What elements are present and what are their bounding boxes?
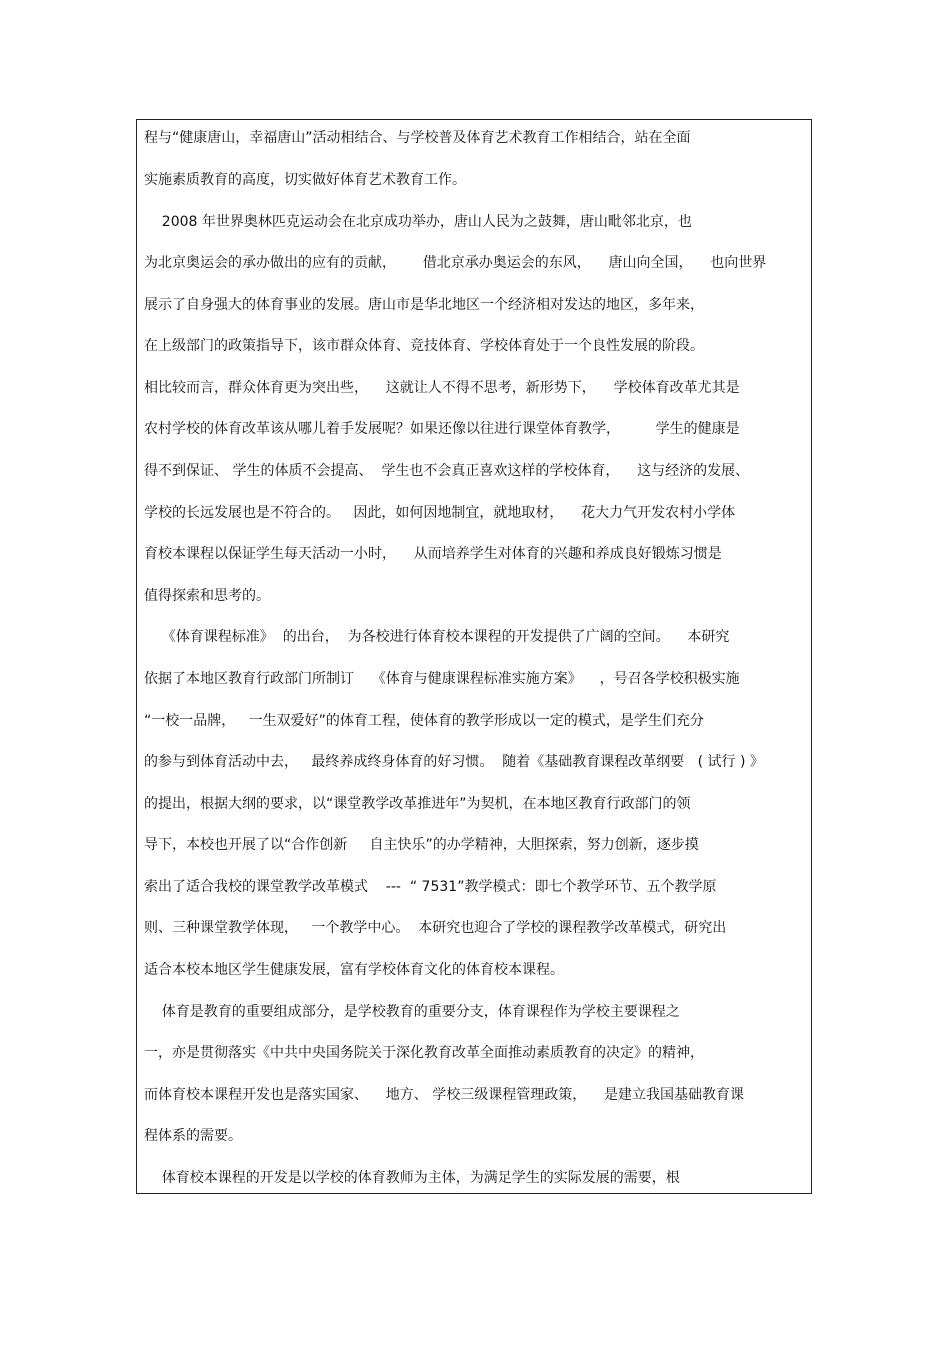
- page-frame: [136, 119, 812, 1194]
- text-line: 在上级部门的政策指导下，该市群众体育、竞技体育、学校体育处于一个良性发展的阶段。: [144, 338, 704, 354]
- text-line: 的参与到体育活动中去， 最终养成终身体育的好习惯。 随着《基础教育课程改革纲要 ( 试行 ) 》: [144, 754, 764, 770]
- text-line: 学校的长远发展也是不符合的。 因此，如何因地制宜，就地取材， 花大力气开发农村小学体: [144, 505, 736, 521]
- text-line: 一，亦是贯彻落实《中共中央国务院关于深化教育改革全面推动素质教育的决定》的精神，: [144, 1045, 704, 1061]
- text-line: 依据了本地区教育行政部门所制订 《体育与健康课程标准实施方案》 ，号召各学校积极实施: [144, 671, 740, 687]
- text-line: 为北京奥运会的承办做出的应有的贡献， 借北京承办奥运会的东风， 唐山向全国， 也向世界: [144, 255, 767, 271]
- text-line: 展示了自身强大的体育事业的发展。唐山市是华北地区一个经济相对发达的地区，多年来，: [144, 297, 704, 313]
- text-line: 实施素质教育的高度，切实做好体育艺术教育工作。: [144, 172, 466, 188]
- text-line: 体育校本课程的开发是以学校的体育教师为主体，为满足学生的实际发展的需要，根: [144, 1170, 680, 1186]
- text-line: 而体育校本课程开发也是落实国家、 地方、 学校三级课程管理政策， 是建立我国基础教育课: [144, 1087, 745, 1103]
- text-line: 适合本校本地区学生健康发展，富有学校体育文化的体育校本课程。: [144, 962, 564, 978]
- text-line: 育校本课程以保证学生每天活动一小时， 从而培养学生对体育的兴趣和养成良好锻炼习惯是: [144, 546, 722, 562]
- text-line: 值得探索和思考的。: [144, 588, 270, 604]
- text-line: 2008 年世界奥林匹克运动会在北京成功举办，唐山人民为之鼓舞，唐山毗邻北京，也: [144, 214, 692, 230]
- text-line: 的提出，根据大纲的要求，以“课堂教学改革推进年”为契机，在本地区教育行政部门的领: [144, 796, 691, 812]
- text-line: 《体育课程标准》 的出台， 为各校进行体育校本课程的开发提供了广阔的空间。 本研究: [144, 629, 730, 645]
- text-line: 程体系的需要。: [144, 1128, 242, 1144]
- text-line: 程与“健康唐山，幸福唐山”活动相结合、与学校普及体育艺术教育工作相结合，站在全面: [144, 130, 691, 146]
- text-line: 导下，本校也开展了以“合作创新 自主快乐”的办学精神，大胆探索，努力创新，逐步摸: [144, 837, 699, 853]
- text-line: 农村学校的体育改革该从哪儿着手发展呢？如果还像以往进行课堂体育教学， 学生的健康是: [144, 421, 740, 437]
- text-line: 相比较而言，群众体育更为突出些， 这就让人不得不思考，新形势下， 学校体育改革尤其是: [144, 380, 740, 396]
- text-line: 体育是教育的重要组成部分，是学校教育的重要分支，体育课程作为学校主要课程之: [144, 1004, 680, 1020]
- text-line: 索出了适合我校的课堂教学改革模式 --- “ 7531”教学模式：即七个教学环节、五个教学原: [144, 879, 717, 895]
- text-line: “一校一品牌， 一生双爱好”的体育工程，使体育的教学形成以一定的模式，是学生们充分: [144, 713, 704, 729]
- text-line: 则、三种课堂教学体现， 一个教学中心。 本研究也迎合了学校的课程教学改革模式，研究出: [144, 920, 727, 936]
- text-line: 得不到保证、 学生的体质不会提高、 学生也不会真正喜欢这样的学校体育， 这与经济的发展、: [144, 463, 750, 479]
